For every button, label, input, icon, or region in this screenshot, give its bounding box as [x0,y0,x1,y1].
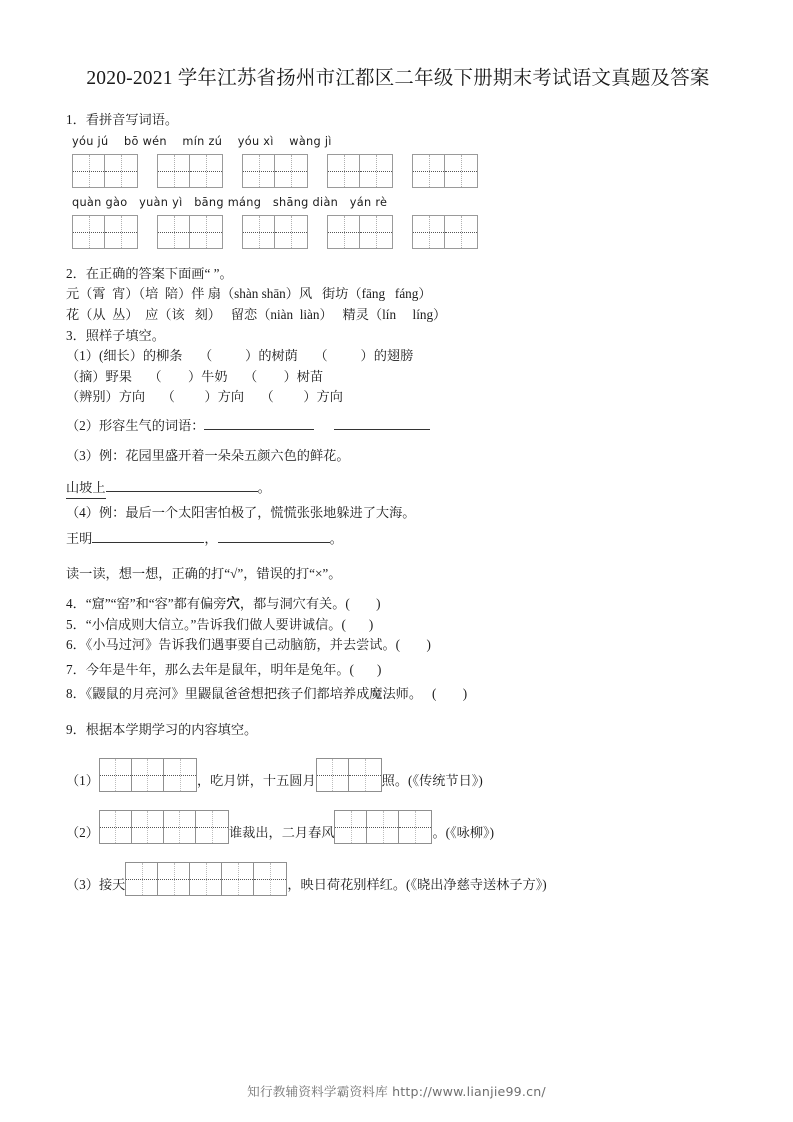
tianzige-group[interactable] [327,154,393,188]
tianzige-cell[interactable] [196,811,228,843]
tianzige-cell[interactable] [126,863,158,895]
tianzige-group[interactable] [99,758,197,792]
tianzige-cell[interactable] [158,155,190,187]
tianzige-cell[interactable] [190,863,222,895]
tianzige-cell[interactable] [73,216,105,248]
item-number: 6． [66,637,86,652]
question-3-sub3-answer [66,477,730,500]
question-1-grid-row-1 [66,154,730,188]
row-label: （3） [66,876,99,892]
tianzige-group[interactable] [334,810,432,844]
item-number: 8． [66,686,86,701]
tianzige-cell[interactable] [190,155,222,187]
tianzige-cell[interactable] [367,811,399,843]
question-9-row-2 [66,810,730,844]
question-3-sub4-mid: ， [204,530,218,546]
question-3-sub1-line-1: （1）(细长）的柳条 （ ）的树荫 （ ）的翅膀 [66,348,414,363]
question-3-sub2-label: （2）形容生气的词语： [66,417,205,433]
tianzige-cell[interactable] [335,811,367,843]
tianzige-cell[interactable] [328,155,360,187]
question-3-sub4-answer [66,528,730,550]
document-content [66,62,730,896]
tianzige-group[interactable] [316,758,382,792]
row-label: （1） [66,772,99,788]
question-9-row-3 [66,862,730,896]
item-text[interactable]: “小信成则大信立。”告诉我们做人要讲诚信。( ) [85,616,374,632]
tianzige-cell[interactable] [254,863,286,895]
question-9-heading: 9．根据本学期学习的内容填空。 [66,721,258,737]
answer-blank[interactable] [106,477,258,492]
question-3-sub1-line-3: （辨别）方向 （ ）方向 （ ）方向 [66,389,343,404]
question-1-grid-row-2 [66,215,730,249]
tianzige-cell[interactable] [132,811,164,843]
tianzige-group[interactable] [412,154,478,188]
truefalse-item-6 [66,635,730,656]
item-text[interactable]: 《小马过河》告诉我们遇事要自己动脑筋，并去尝试。( ) [85,637,431,652]
question-3-heading: 3．照样子填空。 [66,328,165,343]
footer-watermark: 知行教辅资料学霸资料库 http://www.lianjie99.cn/ [247,1084,546,1099]
tianzige-cell[interactable] [190,216,222,248]
question-3-sub1-line-2: （摘）野果 （ ）牛奶 （ ）树苗 [66,368,324,384]
item-number: 7． [66,661,86,677]
item-text[interactable]: 今年是牛年，那么去年是鼠年，明年是兔年。( ) [85,661,382,677]
tianzige-group[interactable] [157,154,223,188]
tianzige-cell[interactable] [158,863,190,895]
question-9-row-1 [66,758,730,792]
tianzige-cell[interactable] [275,155,307,187]
item-text-before: “窟”“窑”和“容”都有偏旁 [85,596,227,611]
question-2-line-1: 元（霄 宵）（培 陪）伴 扇（shàn shān）风 街坊（fāng fáng） [66,286,432,301]
tianzige-cell[interactable] [317,759,349,791]
truefalse-item-5 [66,615,730,636]
tianzige-cell[interactable] [105,155,137,187]
answer-blank[interactable] [204,415,314,430]
truefalse-instruction: 读一读，想一想，正确的打“√”，错误的打“×”。 [66,566,342,581]
tianzige-cell[interactable] [275,216,307,248]
question-3-sub4-example: （4）例：最后一个太阳害怕极了，慌慌张张地躲进了大海。 [66,505,416,520]
question-3-sub3-example: （3）例：花园里盛开着一朵朵五颜六色的鲜花。 [66,448,350,463]
tianzige-cell[interactable] [445,216,477,248]
tianzige-cell[interactable] [222,863,254,895]
row-mid-text: 谁裁出，二月春风 [228,824,335,840]
tianzige-cell[interactable] [243,155,275,187]
question-2-line-2: 花（从 丛） 应（该 刻） 留恋（niàn liàn） 精灵（lín líng） [66,306,447,322]
tianzige-cell[interactable] [445,155,477,187]
question-3-sub2 [66,415,730,437]
page-title: 2020-2021 学年江苏省扬州市江都区二年级下册期末考试语文真题及答案 [86,68,710,89]
tianzige-cell[interactable] [100,759,132,791]
tianzige-cell[interactable] [360,155,392,187]
tianzige-group[interactable] [99,810,229,844]
question-1-pinyin-row-1: yóu jú bō wén mín zú yóu xì wàng jì [72,135,332,148]
tianzige-group[interactable] [327,215,393,249]
tianzige-cell[interactable] [105,216,137,248]
tianzige-cell[interactable] [328,216,360,248]
question-2-heading: 2．在正确的答案下面画“ ”。 [66,266,233,281]
tianzige-cell[interactable] [360,216,392,248]
tianzige-group[interactable] [242,215,308,249]
row-tail-text: 。(《咏柳》) [432,824,494,840]
tianzige-cell[interactable] [100,811,132,843]
row-mid-text: ，吃月饼，十五圆月 [196,772,316,788]
truefalse-item-8 [66,684,730,705]
item-number: 4． [66,596,86,611]
tianzige-group[interactable] [157,215,223,249]
tianzige-cell[interactable] [399,811,431,843]
tianzige-cell[interactable] [413,216,445,248]
item-text-after[interactable]: ，都与洞穴有关。( ) [239,596,381,611]
radical-glyph: 穴 [226,596,240,611]
row-tail-text: 照。(《传统节日》) [381,772,483,788]
row-mid-text: ，映日荷花别样红。(《晓出净慈寺送林子方》) [287,876,547,892]
answer-blank[interactable] [92,528,204,543]
question-1-pinyin-row-2: quàn gào yuàn yì bāng máng shāng diàn yán rè [72,196,388,209]
question-3-sub4-prompt: 王明 [66,530,93,546]
answer-blank[interactable] [218,528,330,543]
tianzige-cell[interactable] [132,759,164,791]
tianzige-cell[interactable] [158,216,190,248]
tianzige-group[interactable] [412,215,478,249]
question-1-heading: 1．看拼音写词语。 [66,112,179,127]
row-lead-text: 接天 [98,876,126,892]
row-label: （2） [66,824,99,840]
question-3-sub3-end: 。 [257,479,271,495]
truefalse-item-7 [66,660,730,681]
tianzige-group[interactable] [72,154,138,188]
tianzige-group[interactable] [72,215,138,249]
tianzige-cell[interactable] [349,759,381,791]
tianzige-group[interactable] [125,862,287,896]
tianzige-group[interactable] [242,154,308,188]
tianzige-cell[interactable] [73,155,105,187]
tianzige-cell[interactable] [413,155,445,187]
question-3-sub4-end: 。 [329,530,343,546]
question-3-sub3-prompt: 山坡上 [66,478,106,500]
answer-blank[interactable] [334,415,430,430]
tianzige-cell[interactable] [164,811,196,843]
tianzige-cell[interactable] [243,216,275,248]
truefalse-item-4 [66,594,730,615]
item-text[interactable]: 《鼹鼠的月亮河》里鼹鼠爸爸想把孩子们都培养成魔法师。 ( ) [85,686,468,701]
item-number: 5． [66,616,86,632]
tianzige-cell[interactable] [164,759,196,791]
